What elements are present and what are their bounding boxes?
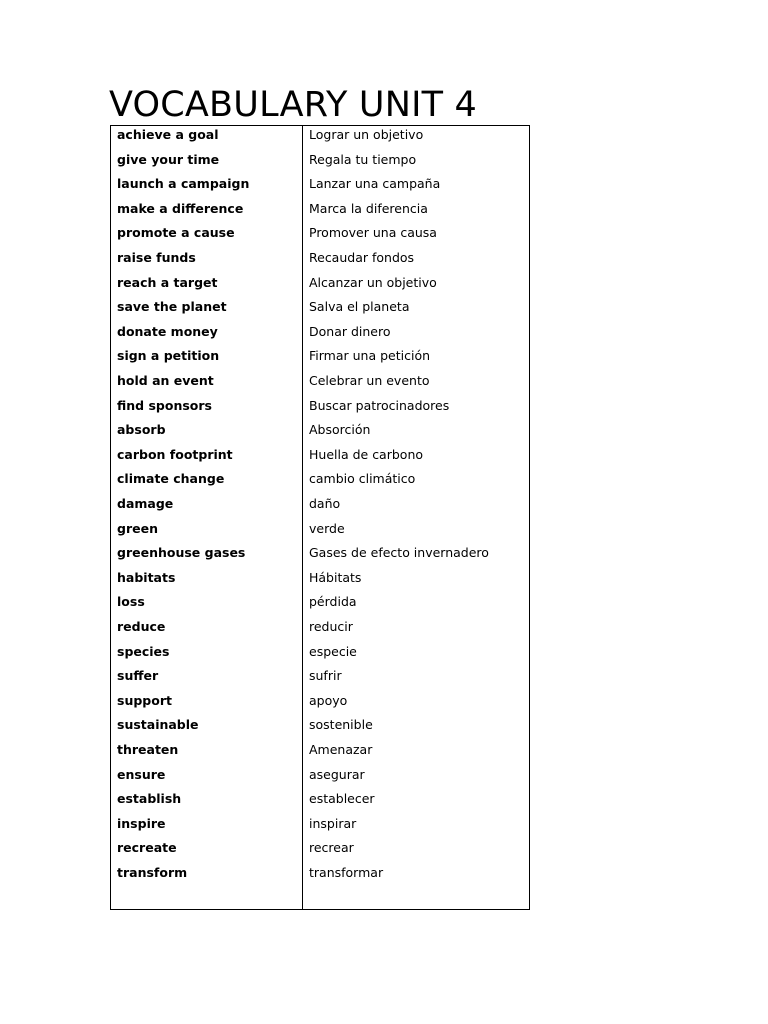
spanish-translation: apoyo [309,692,348,708]
spanish-translation: Lograr un objetivo [309,127,424,142]
english-term: make a difference [117,200,244,216]
spanish-translation: Firmar una petición [309,348,431,364]
vocabulary-row [111,200,529,224]
spanish-translation: sostenible [309,717,373,733]
english-term: suffer [117,668,159,684]
vocabulary-row [111,323,529,347]
english-term: absorb [117,422,166,438]
spanish-translation: pérdida [309,594,357,610]
english-term: recreate [117,840,177,856]
spanish-translation: sufrir [309,668,342,684]
english-term: loss [117,594,145,610]
vocabulary-row [111,643,529,667]
spanish-translation: recrear [309,840,354,856]
english-term: save the planet [117,299,227,315]
spanish-translation: inspirar [309,815,357,831]
vocabulary-row [111,692,529,716]
vocabulary-row [111,470,529,494]
english-term: climate change [117,471,225,487]
vocabulary-row [111,151,529,175]
english-term: sustainable [117,717,199,733]
spanish-translation: Promover una causa [309,225,437,241]
vocabulary-row [111,667,529,691]
english-term: carbon footprint [117,446,233,462]
english-term: damage [117,496,174,511]
spanish-translation: especie [309,643,357,659]
vocabulary-row [111,495,529,519]
vocabulary-row [111,864,529,888]
vocabulary-row [111,421,529,445]
english-term: inspire [117,815,166,831]
english-term: achieve a goal [117,127,219,142]
english-term: greenhouse gases [117,545,246,561]
spanish-translation: Regala tu tiempo [309,151,417,167]
vocabulary-row [111,618,529,642]
page-title: VOCABULARY UNIT 4 [109,85,478,125]
vocabulary-row [111,790,529,814]
english-term: find sponsors [117,397,212,413]
english-term: reach a target [117,274,218,290]
english-term: support [117,692,172,708]
spanish-translation: Alcanzar un objetivo [309,274,437,290]
spanish-translation: Marca la diferencia [309,200,428,216]
vocabulary-row [111,274,529,298]
vocabulary-row [111,347,529,371]
spanish-translation: asegurar [309,766,365,782]
english-term: establish [117,791,182,807]
spanish-translation: Celebrar un evento [309,373,430,388]
spanish-translation: daño [309,496,341,511]
english-term: hold an event [117,373,214,388]
vocabulary-row [111,766,529,790]
english-term: sign a petition [117,348,220,364]
english-term: reduce [117,619,166,634]
english-term: species [117,643,170,659]
vocabulary-row [111,126,529,150]
spanish-translation: Buscar patrocinadores [309,397,450,413]
english-term: launch a campaign [117,176,250,192]
spanish-translation: Donar dinero [309,323,391,339]
spanish-translation: Recaudar fondos [309,250,415,265]
english-term: green [117,520,158,536]
vocabulary-row [111,741,529,765]
spanish-translation: establecer [309,791,375,807]
vocabulary-row [111,815,529,839]
vocabulary-row [111,716,529,740]
spanish-translation: Hábitats [309,569,362,585]
english-term: habitats [117,569,176,585]
english-term: donate money [117,323,218,339]
vocabulary-row [111,224,529,248]
vocabulary-table [110,125,530,910]
spanish-translation: Amenazar [309,742,373,757]
vocabulary-row [111,839,529,863]
vocabulary-row [111,593,529,617]
spanish-translation: Lanzar una campaña [309,176,441,192]
vocabulary-row [111,544,529,568]
spanish-translation: transformar [309,865,384,880]
vocabulary-row [111,569,529,593]
vocabulary-row [111,175,529,199]
spanish-translation: Absorción [309,422,371,438]
english-term: give your time [117,151,220,167]
english-term: threaten [117,742,179,757]
vocabulary-row [111,372,529,396]
english-term: ensure [117,766,166,782]
english-term: transform [117,865,188,880]
vocabulary-row [111,397,529,421]
spanish-translation: Huella de carbono [309,446,424,462]
vocabulary-row [111,249,529,273]
spanish-translation: verde [309,520,345,536]
spanish-translation: reducir [309,619,353,634]
spanish-translation: Salva el planeta [309,299,410,315]
vocabulary-row [111,298,529,322]
spanish-translation: cambio climático [309,471,416,487]
english-term: promote a cause [117,225,235,241]
english-term: raise funds [117,250,196,265]
vocabulary-row [111,520,529,544]
spanish-translation: Gases de efecto invernadero [309,545,489,561]
vocabulary-row [111,446,529,470]
